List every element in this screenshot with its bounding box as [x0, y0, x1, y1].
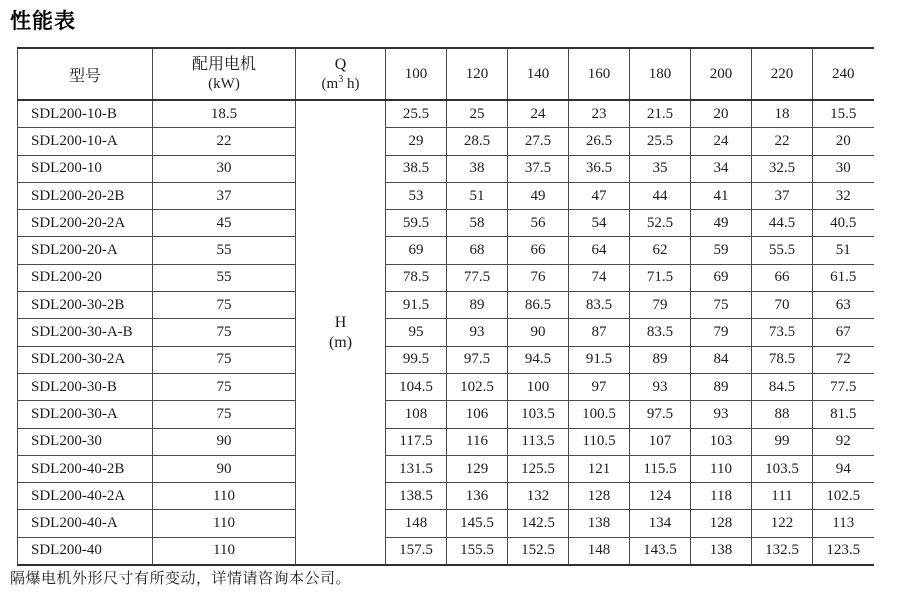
footnote: 隔爆电机外形尺寸有所变动，详情请咨询本公司。: [10, 571, 352, 587]
head-value-cell: 22: [752, 128, 813, 155]
table-row: [18, 346, 874, 373]
motor-kw-cell: 55: [153, 264, 296, 291]
head-value-cell: 74: [569, 264, 630, 291]
head-value-cell: 79: [691, 319, 752, 346]
table-header: [18, 48, 874, 100]
head-value-cell: 69: [386, 237, 447, 264]
head-value-cell: 64: [569, 237, 630, 264]
head-value-cell: 55.5: [752, 237, 813, 264]
head-value-cell: 35: [630, 155, 691, 182]
head-value-cell: 102.5: [813, 483, 874, 510]
head-value-cell: 132.5: [752, 537, 813, 565]
motor-kw-cell: 75: [153, 401, 296, 428]
table-row: [18, 292, 874, 319]
head-value-cell: 78.5: [752, 346, 813, 373]
head-value-cell: 58: [447, 210, 508, 237]
head-value-cell: 121: [569, 455, 630, 482]
head-value-cell: 52.5: [630, 210, 691, 237]
head-value-cell: 51: [813, 237, 874, 264]
head-value-cell: 81.5: [813, 401, 874, 428]
header-motor: [153, 48, 296, 100]
performance-table-container: [17, 47, 874, 566]
page-title: 性能表: [10, 10, 76, 33]
head-value-cell: 138: [569, 510, 630, 537]
head-value-cell: 148: [386, 510, 447, 537]
motor-kw-cell: 110: [153, 510, 296, 537]
head-value-cell: 26.5: [569, 128, 630, 155]
table-row: [18, 182, 874, 209]
head-value-cell: 66: [752, 264, 813, 291]
table-row: [18, 319, 874, 346]
model-cell: SDL200-30: [18, 428, 153, 455]
head-value-cell: 76: [508, 264, 569, 291]
model-cell: SDL200-40-A: [18, 510, 153, 537]
head-value-cell: 113: [813, 510, 874, 537]
head-value-cell: 77.5: [447, 264, 508, 291]
head-value-cell: 91.5: [386, 292, 447, 319]
model-cell: SDL200-10: [18, 155, 153, 182]
head-value-cell: 138: [691, 537, 752, 565]
model-cell: SDL200-40: [18, 537, 153, 565]
head-value-cell: 97.5: [630, 401, 691, 428]
motor-kw-cell: 37: [153, 182, 296, 209]
head-value-cell: 138.5: [386, 483, 447, 510]
table-row: [18, 455, 874, 482]
head-value-cell: 95: [386, 319, 447, 346]
head-value-cell: 136: [447, 483, 508, 510]
header-flow-100: 100: [386, 48, 447, 100]
head-value-cell: 83.5: [630, 319, 691, 346]
table-row: [18, 428, 874, 455]
head-value-cell: 86.5: [508, 292, 569, 319]
header-flow-200: 200: [691, 48, 752, 100]
head-value-cell: 29: [386, 128, 447, 155]
q-symbol: Q: [334, 55, 347, 73]
head-value-cell: 110: [691, 455, 752, 482]
head-value-cell: 104.5: [386, 373, 447, 400]
head-value-cell: 99: [752, 428, 813, 455]
head-value-cell: 24: [691, 128, 752, 155]
head-value-cell: 93: [447, 319, 508, 346]
table-row: [18, 483, 874, 510]
head-value-cell: 97: [569, 373, 630, 400]
head-value-cell: 15.5: [813, 100, 874, 128]
head-value-cell: 83.5: [569, 292, 630, 319]
model-cell: SDL200-40-2B: [18, 455, 153, 482]
header-motor-label: 配用电机: [191, 55, 256, 73]
model-cell: SDL200-30-A-B: [18, 319, 153, 346]
motor-kw-cell: 110: [153, 537, 296, 565]
head-value-cell: 32.5: [752, 155, 813, 182]
head-value-cell: 111: [752, 483, 813, 510]
head-value-cell: 36.5: [569, 155, 630, 182]
table-row: [18, 155, 874, 182]
head-value-cell: 72: [813, 346, 874, 373]
head-value-cell: 38: [447, 155, 508, 182]
head-value-cell: 71.5: [630, 264, 691, 291]
head-value-cell: 67: [813, 319, 874, 346]
head-value-cell: 108: [386, 401, 447, 428]
table-row: [18, 100, 874, 128]
model-cell: SDL200-30-2A: [18, 346, 153, 373]
head-value-cell: 59.5: [386, 210, 447, 237]
head-value-cell: 69: [691, 264, 752, 291]
motor-kw-cell: 55: [153, 237, 296, 264]
head-value-cell: 113.5: [508, 428, 569, 455]
head-value-cell: 87: [569, 319, 630, 346]
header-flow-240: 240: [813, 48, 874, 100]
motor-kw-cell: 22: [153, 128, 296, 155]
motor-kw-cell: 75: [153, 373, 296, 400]
model-cell: SDL200-40-2A: [18, 483, 153, 510]
motor-kw-cell: 75: [153, 319, 296, 346]
model-cell: SDL200-20-2A: [18, 210, 153, 237]
head-value-cell: 24: [508, 100, 569, 128]
head-value-cell: 32: [813, 182, 874, 209]
motor-kw-cell: 75: [153, 292, 296, 319]
table-row: [18, 264, 874, 291]
head-value-cell: 100.5: [569, 401, 630, 428]
head-value-cell: 63: [813, 292, 874, 319]
model-cell: SDL200-20-A: [18, 237, 153, 264]
head-value-cell: 25.5: [386, 100, 447, 128]
table-row: [18, 237, 874, 264]
head-value-cell: 93: [630, 373, 691, 400]
motor-kw-cell: 90: [153, 455, 296, 482]
motor-kw-cell: 90: [153, 428, 296, 455]
head-value-cell: 100: [508, 373, 569, 400]
head-value-cell: 56: [508, 210, 569, 237]
head-value-cell: 75: [691, 292, 752, 319]
head-unit-merged-cell: [296, 100, 386, 565]
head-value-cell: 20: [691, 100, 752, 128]
head-value-cell: 25.5: [630, 128, 691, 155]
header-flow-220: 220: [752, 48, 813, 100]
motor-kw-cell: 75: [153, 346, 296, 373]
head-value-cell: 34: [691, 155, 752, 182]
model-cell: SDL200-20-2B: [18, 182, 153, 209]
table-row: [18, 510, 874, 537]
head-value-cell: 115.5: [630, 455, 691, 482]
head-value-cell: 49: [508, 182, 569, 209]
head-value-cell: 38.5: [386, 155, 447, 182]
head-value-cell: 132: [508, 483, 569, 510]
model-cell: SDL200-30-B: [18, 373, 153, 400]
head-value-cell: 84.5: [752, 373, 813, 400]
header-flow-140: 140: [508, 48, 569, 100]
table-row: [18, 210, 874, 237]
head-value-cell: 117.5: [386, 428, 447, 455]
table-row: [18, 373, 874, 400]
header-flow-120: 120: [447, 48, 508, 100]
head-value-cell: 61.5: [813, 264, 874, 291]
head-value-cell: 37: [752, 182, 813, 209]
head-value-cell: 143.5: [630, 537, 691, 565]
head-value-cell: 27.5: [508, 128, 569, 155]
motor-kw-cell: 30: [153, 155, 296, 182]
head-value-cell: 25: [447, 100, 508, 128]
header-motor-unit: (kW): [208, 75, 240, 92]
head-value-cell: 129: [447, 455, 508, 482]
head-value-cell: 131.5: [386, 455, 447, 482]
head-value-cell: 66: [508, 237, 569, 264]
head-value-cell: 23: [569, 100, 630, 128]
head-value-cell: 157.5: [386, 537, 447, 565]
head-value-cell: 106: [447, 401, 508, 428]
head-value-cell: 53: [386, 182, 447, 209]
header-flow-160: 160: [569, 48, 630, 100]
head-value-cell: 89: [447, 292, 508, 319]
head-value-cell: 77.5: [813, 373, 874, 400]
head-value-cell: 103.5: [508, 401, 569, 428]
head-value-cell: 47: [569, 182, 630, 209]
head-value-cell: 28.5: [447, 128, 508, 155]
head-value-cell: 54: [569, 210, 630, 237]
head-value-cell: 99.5: [386, 346, 447, 373]
head-value-cell: 122: [752, 510, 813, 537]
header-row: [18, 48, 874, 100]
head-value-cell: 116: [447, 428, 508, 455]
head-value-cell: 78.5: [386, 264, 447, 291]
head-value-cell: 18: [752, 100, 813, 128]
head-value-cell: 84: [691, 346, 752, 373]
table-row: [18, 401, 874, 428]
head-value-cell: 103: [691, 428, 752, 455]
table-body: [18, 100, 874, 565]
head-value-cell: 68: [447, 237, 508, 264]
motor-kw-cell: 45: [153, 210, 296, 237]
head-value-cell: 124: [630, 483, 691, 510]
model-cell: SDL200-30-2B: [18, 292, 153, 319]
head-value-cell: 142.5: [508, 510, 569, 537]
header-flow-180: 180: [630, 48, 691, 100]
head-value-cell: 148: [569, 537, 630, 565]
head-value-cell: 40.5: [813, 210, 874, 237]
head-value-cell: 79: [630, 292, 691, 319]
head-value-cell: 94.5: [508, 346, 569, 373]
head-value-cell: 41: [691, 182, 752, 209]
model-cell: SDL200-20: [18, 264, 153, 291]
model-cell: SDL200-10-A: [18, 128, 153, 155]
head-value-cell: 59: [691, 237, 752, 264]
head-value-cell: 51: [447, 182, 508, 209]
head-value-cell: 92: [813, 428, 874, 455]
head-value-cell: 134: [630, 510, 691, 537]
head-value-cell: 90: [508, 319, 569, 346]
head-value-cell: 118: [691, 483, 752, 510]
head-value-cell: 49: [691, 210, 752, 237]
table-row: [18, 128, 874, 155]
head-value-cell: 128: [691, 510, 752, 537]
head-value-cell: 145.5: [447, 510, 508, 537]
head-value-cell: 152.5: [508, 537, 569, 565]
head-value-cell: 123.5: [813, 537, 874, 565]
head-value-cell: 97.5: [447, 346, 508, 373]
head-value-cell: 128: [569, 483, 630, 510]
head-value-cell: 30: [813, 155, 874, 182]
head-value-cell: 91.5: [569, 346, 630, 373]
head-value-cell: 110.5: [569, 428, 630, 455]
table-row: [18, 537, 874, 565]
head-value-cell: 155.5: [447, 537, 508, 565]
head-value-cell: 103.5: [752, 455, 813, 482]
head-value-cell: 44.5: [752, 210, 813, 237]
head-value-cell: 102.5: [447, 373, 508, 400]
head-value-cell: 89: [630, 346, 691, 373]
motor-kw-cell: 18.5: [153, 100, 296, 128]
h-symbol: H: [334, 313, 347, 331]
head-value-cell: 107: [630, 428, 691, 455]
head-value-cell: 88: [752, 401, 813, 428]
model-cell: SDL200-30-A: [18, 401, 153, 428]
model-cell: SDL200-10-B: [18, 100, 153, 128]
head-value-cell: 89: [691, 373, 752, 400]
head-value-cell: 94: [813, 455, 874, 482]
performance-table: [17, 47, 874, 566]
head-value-cell: 125.5: [508, 455, 569, 482]
head-value-cell: 37.5: [508, 155, 569, 182]
q-unit-superscript: 3: [338, 73, 344, 85]
motor-kw-cell: 110: [153, 483, 296, 510]
h-unit: (m): [328, 333, 353, 351]
head-value-cell: 44: [630, 182, 691, 209]
head-value-cell: 21.5: [630, 100, 691, 128]
header-model: 型号: [18, 48, 153, 100]
head-value-cell: 20: [813, 128, 874, 155]
head-value-cell: 70: [752, 292, 813, 319]
head-value-cell: 93: [691, 401, 752, 428]
header-flow-q: [296, 48, 386, 100]
head-value-cell: 73.5: [752, 319, 813, 346]
head-value-cell: 62: [630, 237, 691, 264]
q-unit: ($m^3$ h): [321, 73, 360, 92]
